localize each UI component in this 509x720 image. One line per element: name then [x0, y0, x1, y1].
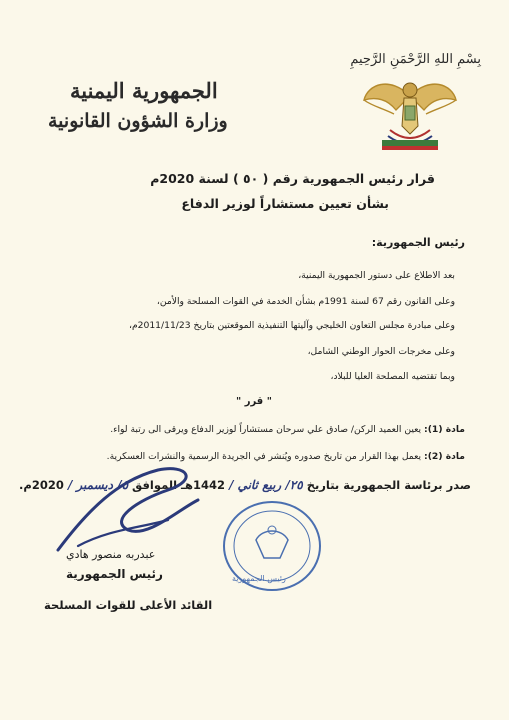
preamble-line: وعلى القانون رقم 67 لسنة 1991م بشأن الخدمة في القوات المسلحة والأمن،	[156, 296, 455, 307]
signatory-rank: القائد الأعلى للقوات المسلحة	[44, 598, 213, 612]
decree-title: قرار رئيس الجمهورية رقم ( ٥٠ ) لسنة 2020م	[150, 171, 435, 186]
article-label: مادة (1):	[424, 424, 465, 435]
preamble-line: وعلى مخرجات الحوار الوطني الشامل،	[307, 346, 455, 357]
issued-prefix: صدر برئاسة الجمهورية بتاريخ	[306, 478, 471, 492]
decides-heading: " قرر "	[236, 396, 272, 407]
preamble-line: وعلى مبادرة مجلس التعاون الخليجي وآليتها التنفيذية الموقعتين بتاريخ 2011/11/23م،	[128, 320, 455, 331]
signatory-title: رئيس الجمهورية	[66, 567, 163, 581]
republic-heading: الجمهورية اليمنية	[70, 78, 218, 103]
decree-subject: بشأن تعيين مستشاراً لوزير الدفاع	[181, 196, 389, 211]
hijri-handwritten-date: ٢٥/ ربيع ثاني /	[229, 478, 303, 492]
handwritten-signature-icon	[48, 450, 218, 560]
gregorian-year: 2020م.	[19, 478, 64, 492]
yemen-eagle-emblem-icon	[360, 66, 460, 158]
article-text: يعين العميد الركن/ صادق علي سرحان مستشاراً لوزير الدفاع ويرقى الى رتبة لواء.	[110, 424, 422, 435]
stamp-text: رئيس الجمهورية	[232, 574, 286, 583]
preamble-line: وبما تقتضيه المصلحة العليا للبلاد،	[330, 371, 455, 382]
article-1	[110, 424, 465, 435]
ministry-heading: وزارة الشؤون القانونية	[48, 110, 228, 132]
issued-year: 1442هـ الموافق	[132, 478, 225, 492]
article-text: يعمل بهذا القرار من تاريخ صدوره ويُنشر في الجريدة الرسمية والنشرات العسكرية.	[106, 451, 422, 462]
article-label: مادة (2):	[424, 451, 465, 462]
basmala: بِسْمِ اللهِ الرَّحْمَنِ الرَّحِيمِ	[350, 52, 481, 67]
salutation: رئيس الجمهورية:	[371, 236, 465, 249]
signatory-name: عبدربه منصور هادي	[66, 548, 156, 561]
preamble-line: بعد الاطلاع على دستور الجمهورية اليمنية،	[298, 270, 455, 281]
gregorian-handwritten-date: ٥/ ديسمبر /	[67, 478, 129, 492]
